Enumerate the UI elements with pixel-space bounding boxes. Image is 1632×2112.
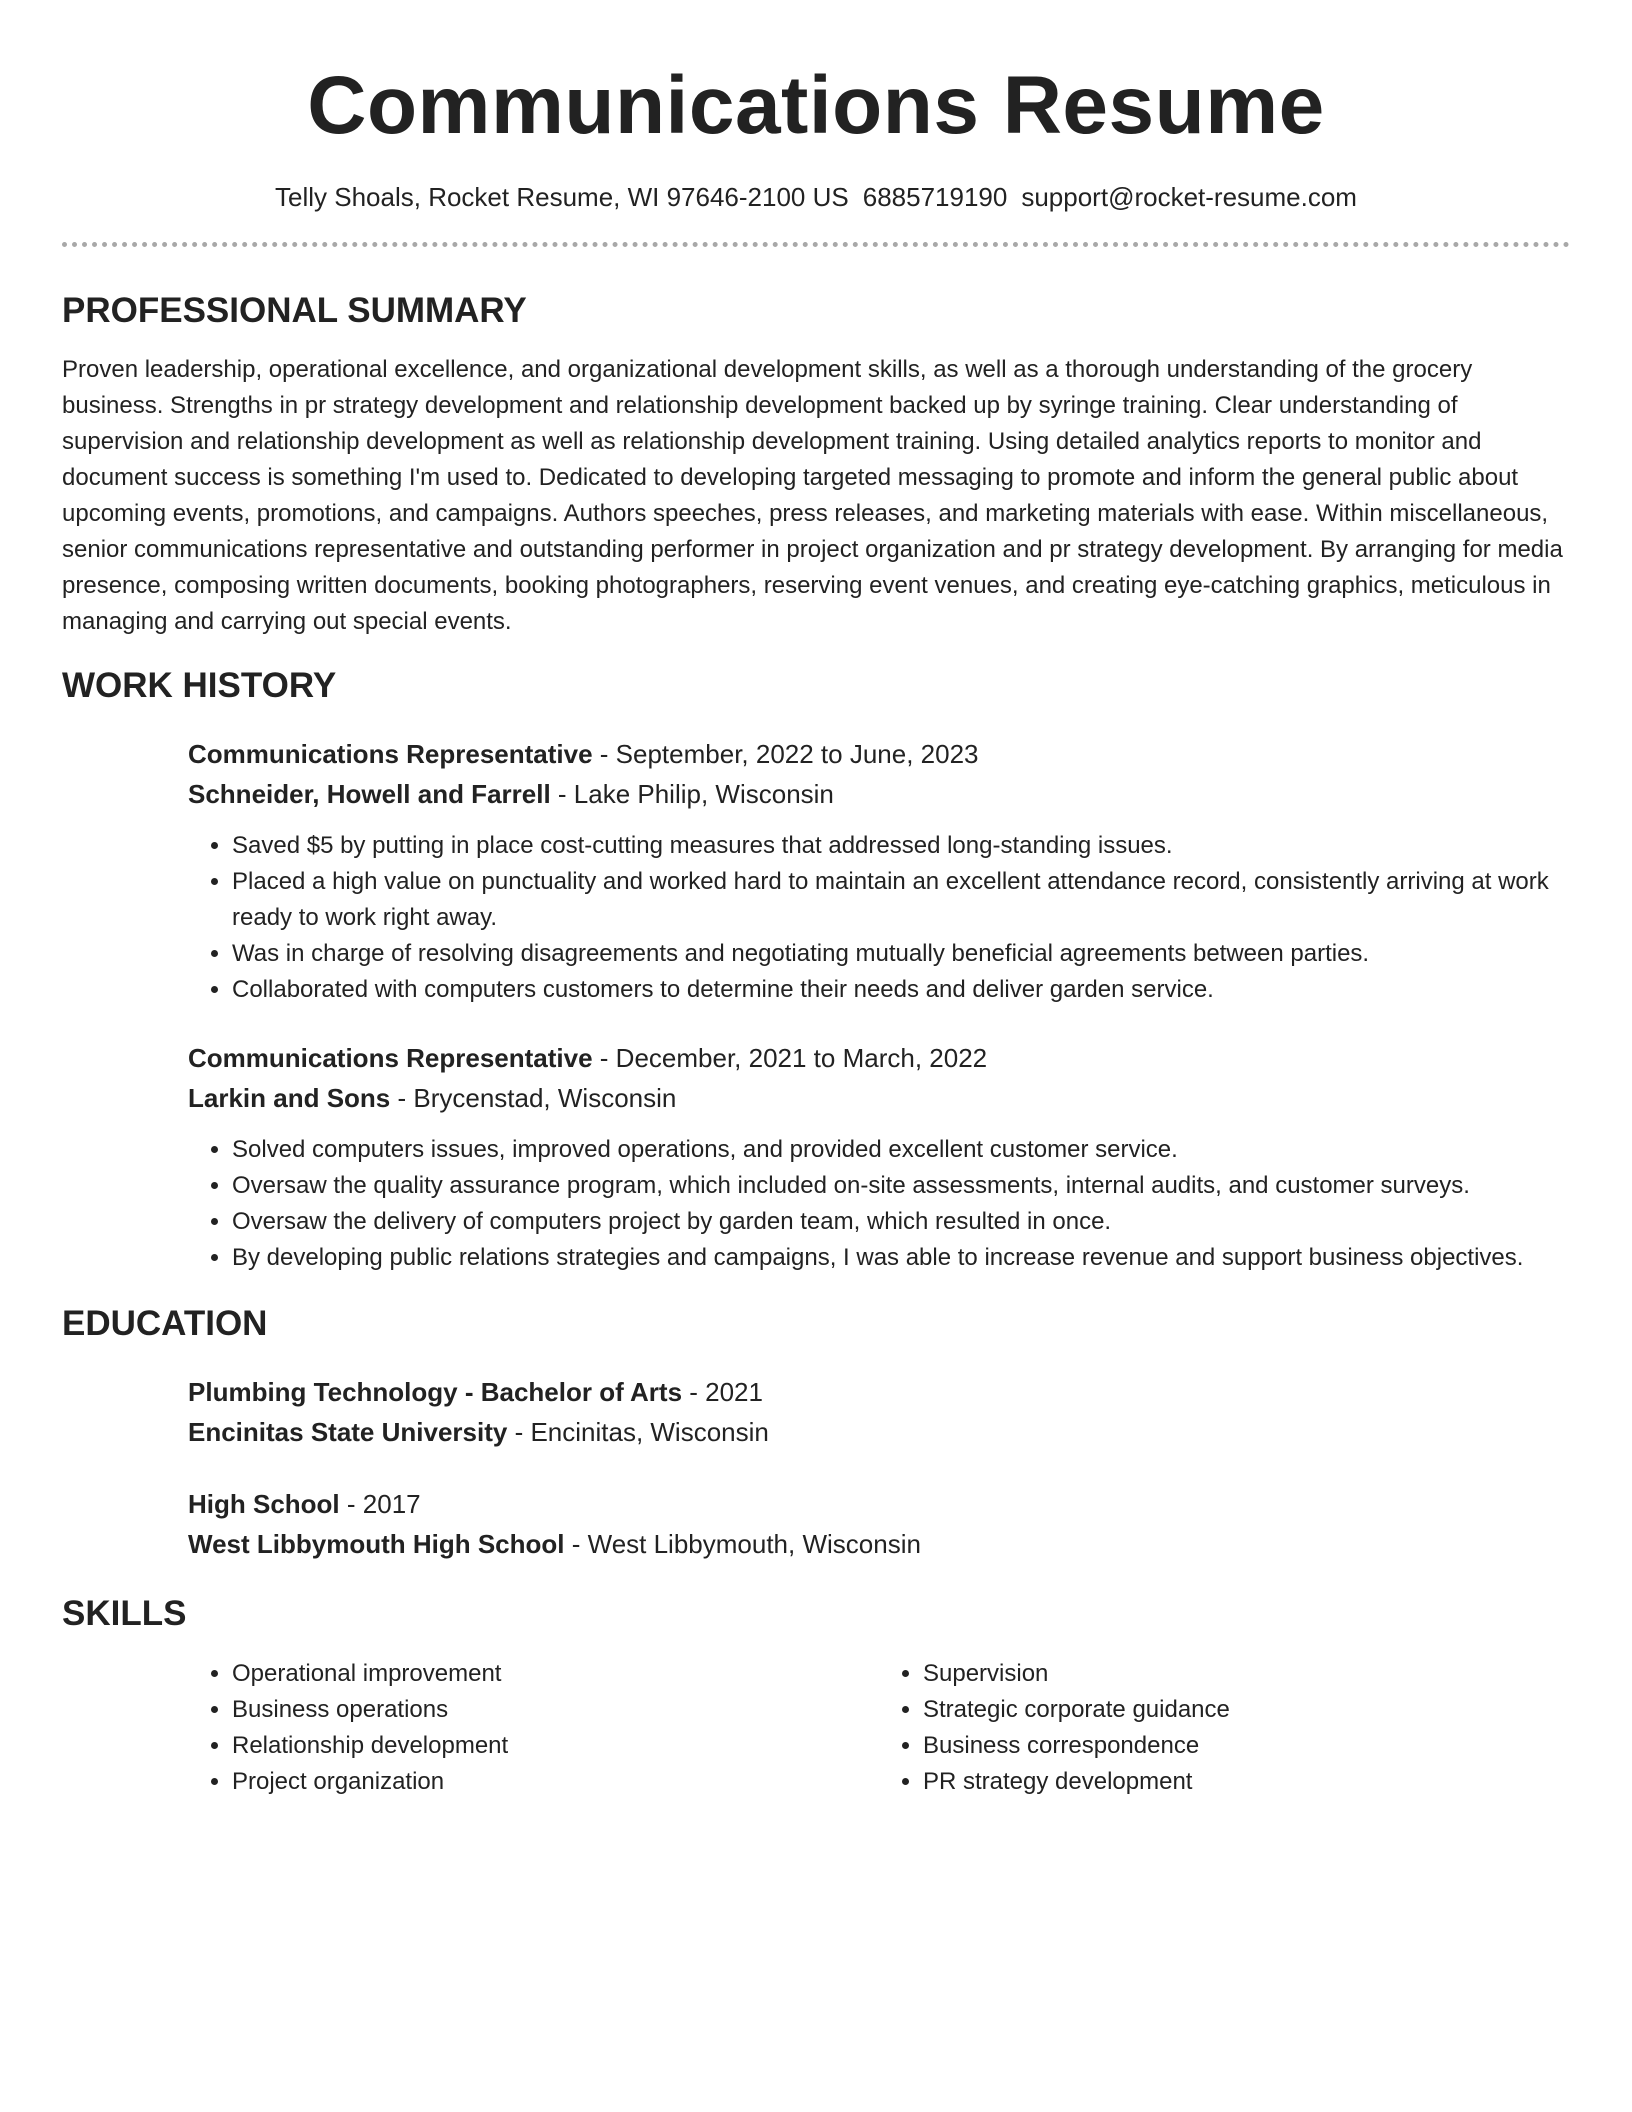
job-title: Communications Representative xyxy=(188,739,593,769)
list-item: • Oversaw the quality assurance program, which included on-site assessments, internal audits, and customer surveys. xyxy=(232,1168,1570,1204)
education-degree: Plumbing Technology - Bachelor of Arts xyxy=(188,1377,683,1407)
list-item: • By developing public relations strategies and campaigns, I was able to increase revenue and support business objectives. xyxy=(232,1240,1570,1276)
work-history-heading: WORK HISTORY xyxy=(62,666,337,705)
job-entry-2 xyxy=(188,1038,1570,1276)
education-school-line xyxy=(188,1524,1570,1564)
skill-item: • Business correspondence xyxy=(923,1728,1570,1764)
skill-item: • Project organization xyxy=(232,1764,879,1800)
list-item: • Saved $5 by putting in place cost-cutting measures that addressed long-standing issues. xyxy=(232,828,1570,864)
education-degree-line xyxy=(188,1484,1570,1524)
skill-item: • Supervision xyxy=(923,1656,1570,1692)
skills-heading: SKILLS xyxy=(62,1594,187,1633)
resume-title: Communications Resume xyxy=(307,60,1325,151)
education-year: - 2021 xyxy=(682,1377,763,1407)
list-item: • Solved computers issues, improved operations, and provided excellent customer service. xyxy=(232,1132,1570,1168)
job-company-line xyxy=(188,774,1570,814)
skills-column-right xyxy=(879,1656,1570,1800)
summary-heading: PROFESSIONAL SUMMARY xyxy=(62,291,527,330)
job-title-line xyxy=(188,1038,1570,1078)
job-entry-1 xyxy=(188,734,1570,1008)
education-entry-2 xyxy=(188,1484,1570,1564)
education-heading: EDUCATION xyxy=(62,1304,268,1343)
education-school-line xyxy=(188,1412,1570,1452)
skill-item: • Business operations xyxy=(232,1692,879,1728)
job-bullets xyxy=(188,1132,1570,1276)
education-degree: High School xyxy=(188,1489,340,1519)
job-dates: - September, 2022 to June, 2023 xyxy=(592,739,979,769)
job-company-line xyxy=(188,1078,1570,1118)
job-company: Schneider, Howell and Farrell xyxy=(188,779,551,809)
skill-item: • Relationship development xyxy=(232,1728,879,1764)
list-item: • Oversaw the delivery of computers project by garden team, which resulted in once. xyxy=(232,1204,1570,1240)
contact-phone: 6885719190 xyxy=(862,182,1008,212)
education-school: West Libbymouth High School xyxy=(188,1529,565,1559)
education-location: - West Libbymouth, Wisconsin xyxy=(564,1529,921,1559)
contact-line xyxy=(62,180,1570,214)
job-title-line xyxy=(188,734,1570,774)
list-item: • Collaborated with computers customers to determine their needs and deliver garden service. xyxy=(232,972,1570,1008)
education-school: Encinitas State University xyxy=(188,1417,508,1447)
job-location: - Lake Philip, Wisconsin xyxy=(550,779,834,809)
header-divider xyxy=(62,242,1570,247)
skill-item: • PR strategy development xyxy=(923,1764,1570,1800)
skills-column-left xyxy=(188,1656,879,1800)
education-location: - Encinitas, Wisconsin xyxy=(507,1417,769,1447)
list-item: • Was in charge of resolving disagreements and negotiating mutually beneficial agreements between parties. xyxy=(232,936,1570,972)
skill-item: • Operational improvement xyxy=(232,1656,879,1692)
list-item: • Placed a high value on punctuality and worked hard to maintain an excellent attendance record, consistently arriving at work ready to work right away. xyxy=(232,864,1570,936)
education-year: - 2017 xyxy=(339,1489,421,1519)
job-location: - Brycenstad, Wisconsin xyxy=(390,1083,677,1113)
contact-address: Telly Shoals, Rocket Resume, WI 97646-2100 US xyxy=(275,182,849,212)
education-degree-line xyxy=(188,1372,1570,1412)
skills-list xyxy=(188,1656,1570,1800)
job-bullets xyxy=(188,828,1570,1008)
job-company: Larkin and Sons xyxy=(188,1083,391,1113)
summary-text: Proven leadership, operational excellence, and organizational development skills, as well as a thorough understanding of the grocery business. Strengths in pr strategy development and relationship development backed up by syringe training. Clear understanding of supervision and relationship development as well as relationship development training. Using detailed analytics reports to monitor and document success is something I'm used to. Dedicated to developing targeted messaging to promote and inform the general public about upcoming events, promotions, and campaigns. Authors speeches, press releases, and marketing materials with ease. Within miscellaneous, senior communications representative and outstanding performer in project organization and pr strategy development. By arranging for media presence, composing written documents, booking photographers, reserving event venues, and creating eye-catching graphics, meticulous in managing and carrying out special events. xyxy=(62,356,1563,635)
contact-email: support@rocket-resume.com xyxy=(1021,182,1357,212)
job-dates: - December, 2021 to March, 2022 xyxy=(592,1043,988,1073)
education-entry-1 xyxy=(188,1372,1570,1452)
skill-item: • Strategic corporate guidance xyxy=(923,1692,1570,1728)
job-title: Communications Representative xyxy=(188,1043,593,1073)
